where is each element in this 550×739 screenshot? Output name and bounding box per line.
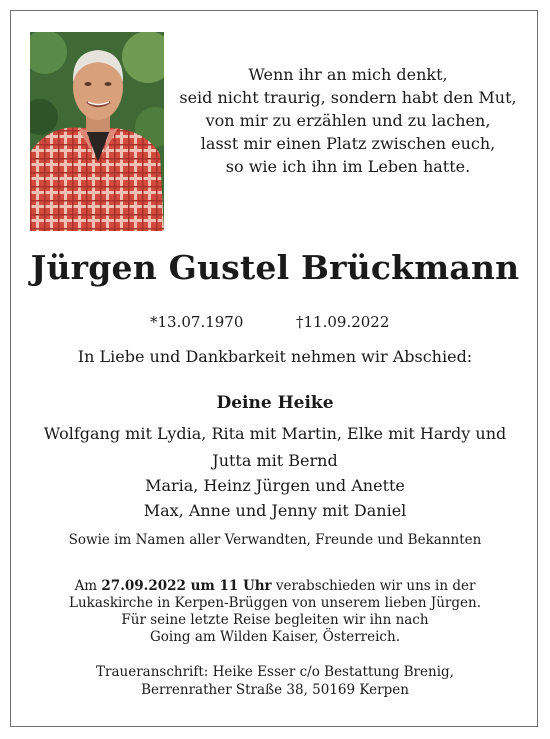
service-line1-rest: verabschieden wir uns in der [271,578,476,594]
service-line: Going am Wilden Kaiser, Österreich. [150,629,400,645]
poem-line: Wenn ihr an mich denkt, [248,65,448,84]
memorial-poem [166,63,530,178]
deceased-name: Jürgen Gustel Brückmann [30,248,520,287]
service-line [0,578,550,595]
family-line: Jutta mit Bernd [212,451,338,470]
relatives-line: Sowie im Namen aller Verwandten, Freunde und Bekannten [68,532,482,548]
mourning-address: Traueranschrift: Heike Esser c/o Bestattung Brenig, [96,664,454,680]
birth-date: *13.07.1970 [150,313,244,331]
death-date: †11.09.2022 [296,313,390,331]
family-line: Max, Anne und Jenny mit Daniel [143,501,407,520]
portrait-photo [30,32,164,231]
service-date-time: 27.09.2022 um 11 Uhr [101,578,272,594]
family-line: Maria, Heinz Jürgen und Anette [145,476,405,495]
farewell-statement: In Liebe und Dankbarkeit nehmen wir Abschied: [77,347,473,366]
service-line: Lukaskirche in Kerpen-Brüggen von unserem lieben Jürgen. [69,595,481,611]
poem-line: von mir zu erzählen und zu lachen, [205,111,491,130]
poem-line: lasst mir einen Platz zwischen euch, [200,134,496,153]
family-line: Wolfgang mit Lydia, Rita mit Martin, Elke mit Hardy und [43,424,507,443]
poem-line: so wie ich ihn im Leben hatte. [225,157,471,176]
primary-mourner: Deine Heike [216,393,334,413]
service-line: Für seine letzte Reise begleiten wir ihn nach [121,612,429,628]
poem-line: seid nicht traurig, sondern habt den Mut, [179,88,517,107]
service-prefix: Am [74,578,102,594]
mourning-address: Berrenrather Straße 38, 50169 Kerpen [141,682,409,698]
